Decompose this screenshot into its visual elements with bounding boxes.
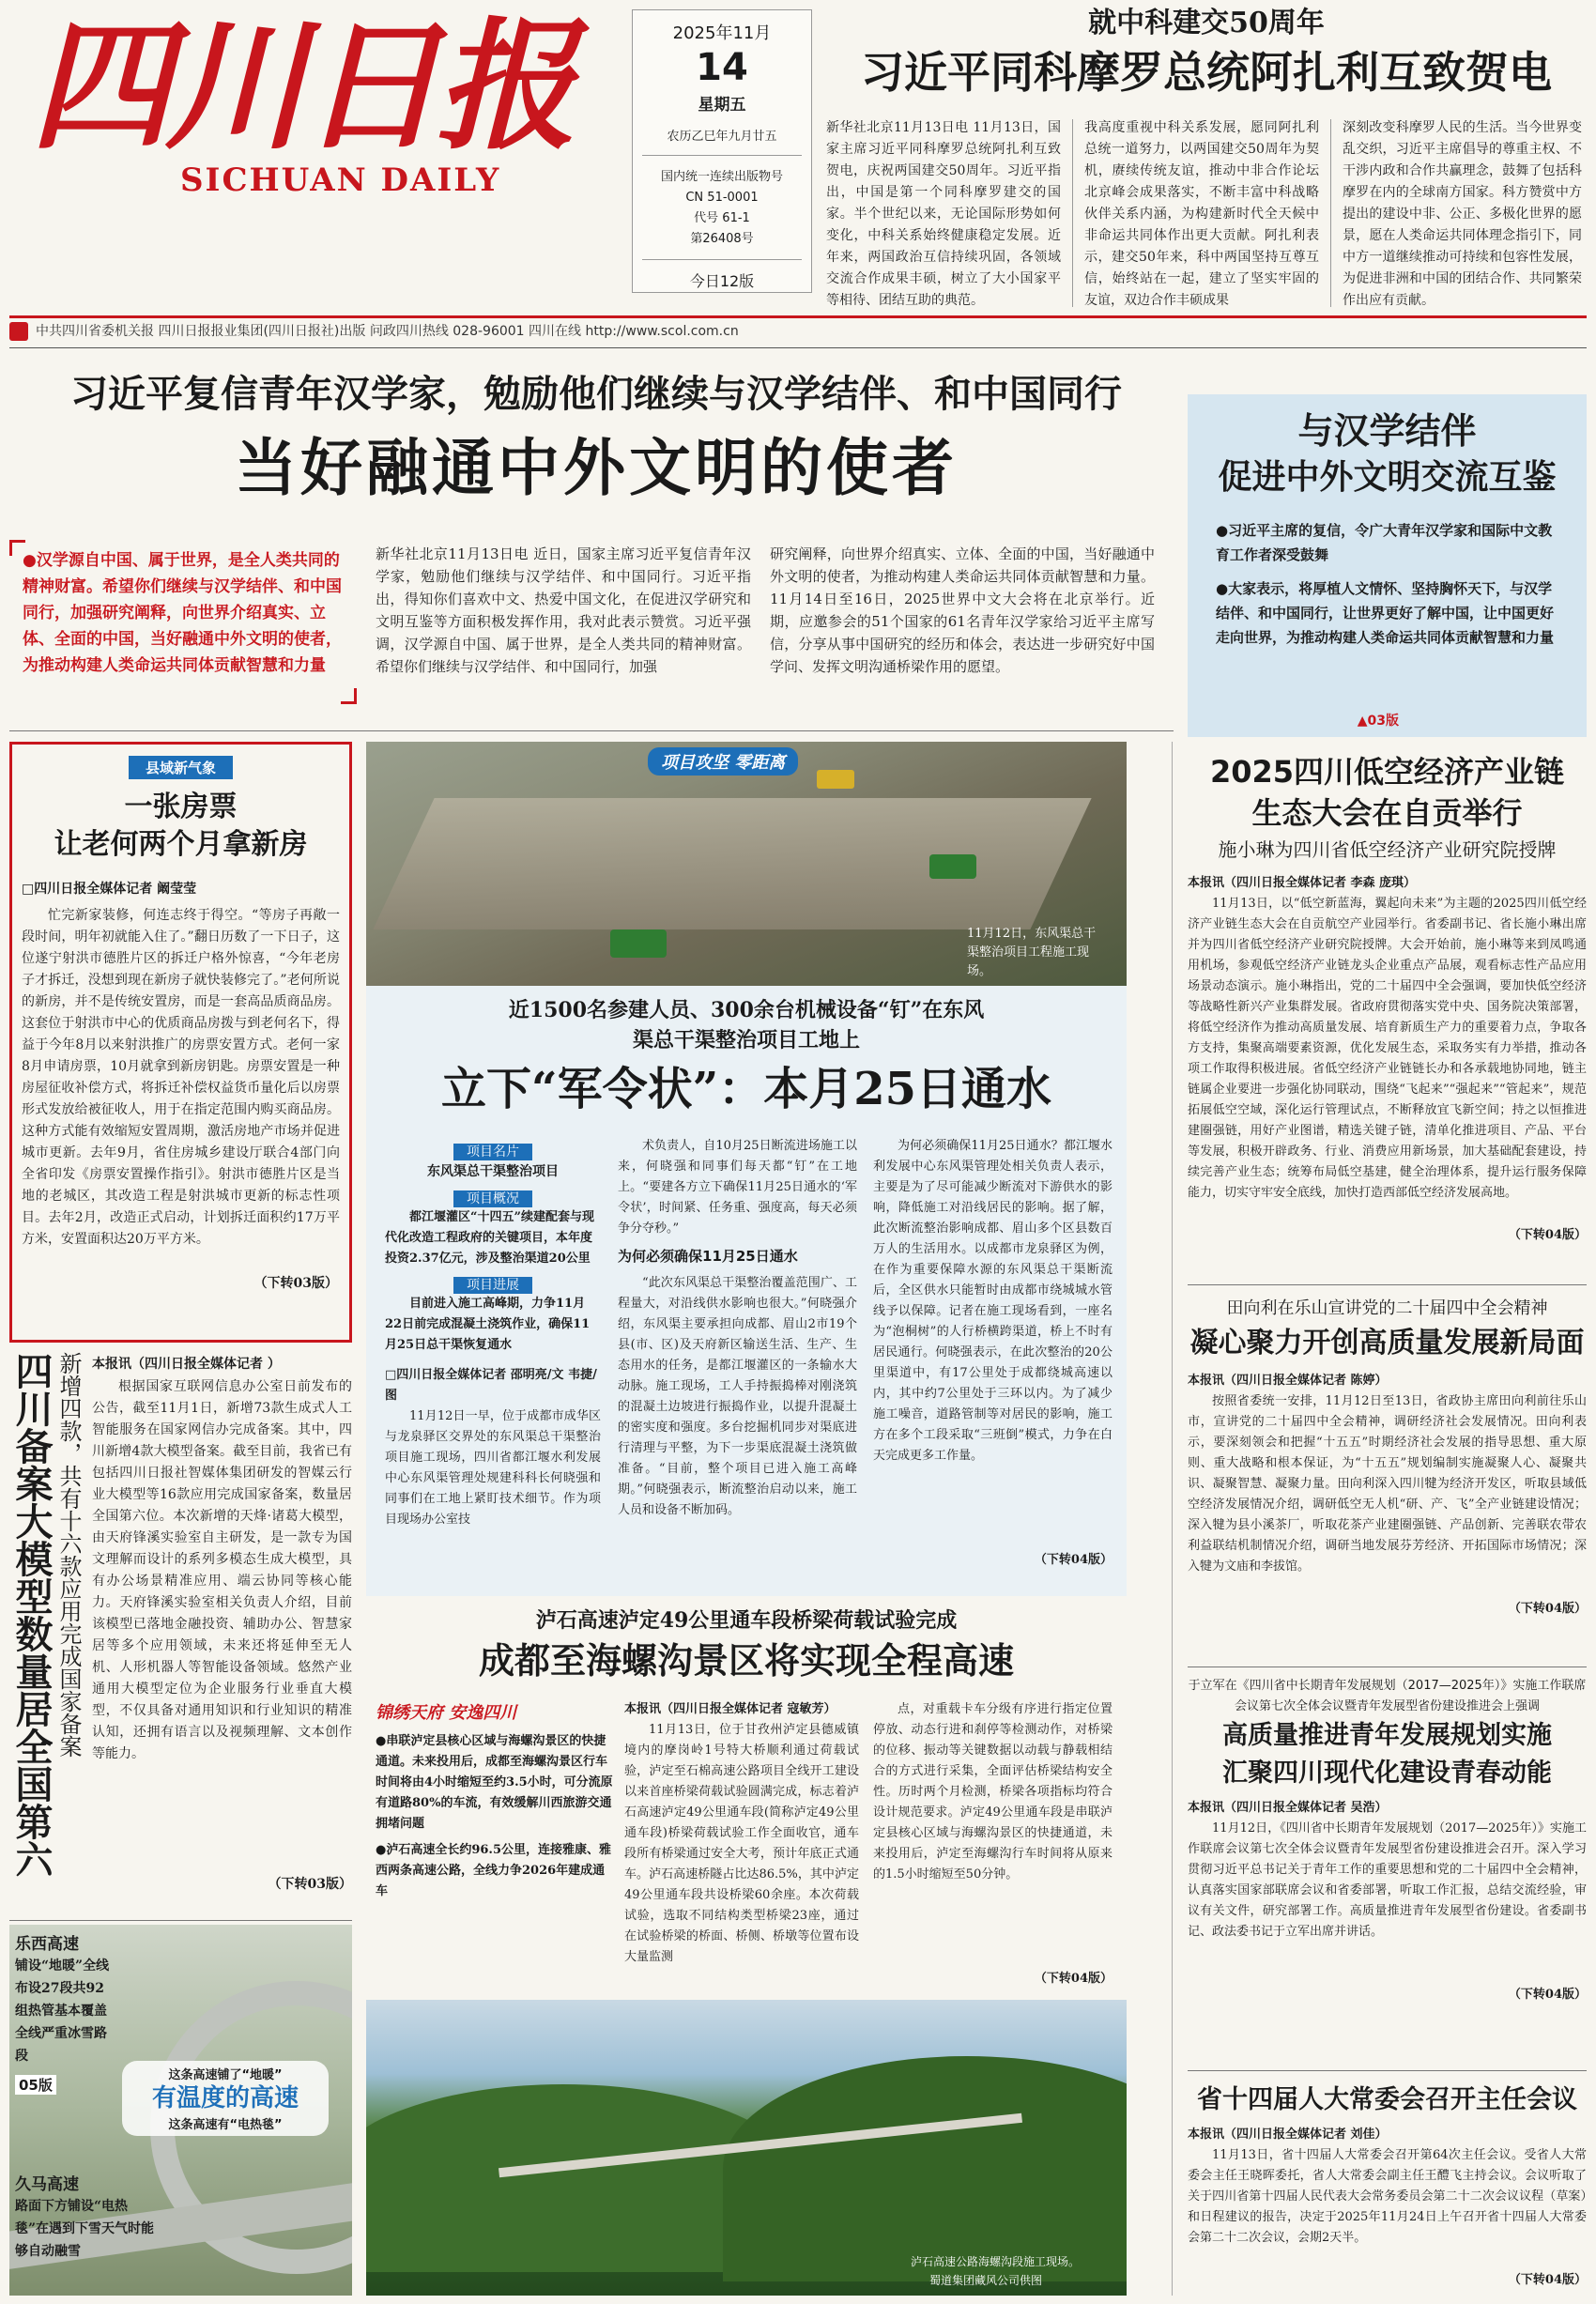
right-box-title2: 促进中外文明交流互鉴 [1218, 458, 1557, 497]
highway-col1: 11月13日，位于甘孜州泸定县德威镇境内的摩岗岭1号特大桥顺利通过荷载试验，泸定至石棉高速公路项目全线开工建设以来首座桥梁荷载试验圆满完成，标志着泸石高速泸定49公里通车段(简称泸定49公里通车段)桥梁荷载试验工作全面收官，通车段所有桥梁通过安全大考，预计年底正式通车。泸石高速桥隧占比达86.5%，其中泸定49公里通车段共设桥梁60余座。本次荷载试验，选取不同结构类型桥梁23座，通过在试验桥梁的桥面、桥侧、桥墩等位置布设大量监测 [624, 1723, 859, 1964]
project-byline: □四川日报全媒体记者 邵明亮/文 韦捷/图 [385, 1368, 597, 1403]
highway-byline: 本报讯（四川日报全媒体记者 寇敏芳） [624, 1702, 836, 1716]
issn-line: CN 51-0001 [685, 191, 759, 205]
bottom-left-feature [9, 1925, 352, 2296]
org-line: 中共四川省委机关报 四川日报报业集团(四川日报社)出版 问政四川热线 028-96001 四川在线 http://www.scol.com.cn [9, 321, 1587, 344]
highway-photo-caption: 泸石高速公路海螺沟段施工现场。 [911, 2255, 1081, 2268]
project-section [366, 742, 1127, 1596]
lowalt-headline2: 生态大会在自贡举行 [1251, 795, 1523, 831]
date-year-month: 2025年11月 [672, 23, 772, 43]
pages-today: 今日12版 [689, 272, 755, 290]
project-label3: 项目进展 [453, 1277, 532, 1294]
npc-story [1188, 2080, 1587, 2296]
banner2: 有温度的高速 [151, 2084, 299, 2112]
mountain-bridge-photo [366, 2000, 1127, 2296]
county-byline: □四川日报全媒体记者 阚莹莹 [22, 882, 197, 897]
project-label2: 项目概况 [453, 1190, 532, 1207]
tian-body: 按照省委统一安排，11月12日至13日，省政协主席田向利前往乐山市，宣讲党的二十届四中全会精神，调研经济社会发展情况。田向利表示，要深刻领会和把握“十五五”时期经济社会发展的指导思想、重大原则、重大战略和根本保证，为“十五五”规划编制实施凝聚人心、凝聚共识、凝聚智慧、凝聚力量。田向利深入四川犍为经济开发区，听取县域低空经济发展情况介绍，调研低空无人机“研、产、飞”全产业链建设情况；深入犍为县小溪茶厂，听取花茶产业建圈强链、产品创新、完善联农带农利益联结机制情况介绍，调研当地发展芬芳经济、开拓国际市场情况；深入犍为文庙和李拔馆。 [1188, 1394, 1587, 1574]
youth-headline2: 汇聚四川现代化建设青春动能 [1222, 1759, 1552, 1788]
lowalt-subtitle: 施小琳为四川省低空经济产业研究院授牌 [1218, 838, 1557, 861]
project-more[interactable]: （下转04版） [1034, 1553, 1113, 1567]
top-story-kicker: 就中科建交50周年 [1088, 7, 1325, 39]
lead-subtitle: 习近平复信青年汉学家，勉励他们继续与汉学结伴、和中国同行 [70, 372, 1122, 416]
date-day: 14 [696, 46, 748, 89]
right-box-title1: 与汉学结伴 [1297, 410, 1477, 452]
lowalt-more[interactable]: （下转04版） [1508, 1228, 1587, 1242]
ai-byline: 本报讯（四川日报全媒体记者 ） [92, 1357, 281, 1372]
youth-headline1: 高质量推进青年发展规划实施 [1222, 1721, 1552, 1750]
project-photo-caption: 11月12日，东风渠总干渠整治项目工程施工现场。 [967, 927, 1097, 978]
issn-line: 国内统一连续出版物号 [660, 170, 783, 184]
top-story-col3: 深刻改变科摩罗人民的生活。当今世界变乱交织，习近平主席倡导的尊重主权、不干涉内政和合作共赢理念，鼓舞了包括科摩罗在内的全球南方国家。科方赞赏中方提出的建设中非、公正、多极化世界的愿景，愿在人类命运共同体理念指引下，同中方一道继续推动可持续和包容性发展，为促进非洲和中国的团结合作、共同繁荣作出应有贡献。 [1343, 120, 1582, 308]
top-story-col1: 新华社北京11月13日电 11月13日，国家主席习近平同科摩罗总统阿扎利互致贺电，庆祝两国建交50周年。习近平指出，中国是第一个同科摩罗建交的国家。半个世纪以来，无论国际形势如何变化，中科关系始终健康稳定发展。近年来，两国政治互信持续巩固，各领域交流合作成果丰硕，树立了大小国家平等相待、团结互助的典范。 [826, 120, 1061, 308]
highway-col2: 点，对重载卡车分级有序进行指定位置停放、动态行进和刹停等检测动作，对桥梁的位移、振动等关键数据以动载与静载相结合的方式进行采集，全面评估桥梁结构安全性。历时两个月检测，桥梁各项指标均符合设计规范要求。泸定49公里通车段是串联泸定县核心区域与海螺沟景区的快捷通道，未来投用后，泸定至海螺沟行车时间将从原来的1.5小时缩短至50分钟。 [873, 1702, 1113, 1882]
lead-col2: 研究阐释，向世界介绍真实、立体、全面的中国，当好融通中外文明的使者，为推动构建人类命运共同体贡献智慧和力量。11月14日至16日，2025世界中文大会将在北京举行。近期，应邀参会的51个国家的61名青年汉学家给习近平主席写信，分享从事中国研究的经历和体会，表达进一步研究好中国学问、发挥文明沟通桥梁作用的愿望。 [770, 545, 1155, 675]
project-badge: 项目攻坚 零距离 [648, 747, 798, 776]
county-story-box [9, 742, 352, 1343]
project-card2: 都江堰灌区“十四五”续建配套与现代化改造工程政府的关键项目，本年度投资2.37亿元，涉及整治渠道20公里 [385, 1210, 594, 1266]
lowalt-body: 11月13日，以“低空新蓝海，翼起向未来”为主题的2025四川低空经济产业链生态大会在自贡航空产业园举行。省委副书记、省长施小琳出席并为四川省低空经济产业研究院授牌。大会开始前，施小琳等来到凤鸣通用机场，参观低空经济产业链龙头企业重点产品展，观看标志性产品应用场景动态演示。施小琳指出，党的二十届四中全会强调，要加快低空经济等战略性新兴产业集群发展。省政府贯彻落实党中央、国务院决策部署，将低空经济作为推动高质量发展、培育新质生产力的重要着力点，争取各方支持，集聚高端要素资源，优化发展生态，采取务实有力举措，推动各项工作取得积极进展。省低空经济产业链链长办和各承载地协同地，链主链属企业要进一步强化协同联动，围绕“飞起来”“强起来”“管起来”，规范拓展低空空域，深化运行管理试点，不断释放宜飞新空间；持之以恒推进建圈强链，用好产业图谱，精选关键子链，清单化推进项目、产品、平台等发展，积极开辟政务、行业、消费应用新场景，加大基础配套建设，持续完善产业生态；统筹布局低空基建，健全治理体系，提升运行服务保障能力，切实守牢安全底线，加快打造西部低空经济发展高地。 [1188, 897, 1587, 1200]
masthead-logo [21, 4, 622, 199]
page-05-label[interactable]: 05版 [15, 2075, 56, 2095]
right-box-page-ref[interactable]: ▲03版 [1357, 714, 1399, 729]
right-box-point2: ●大家表示，将厚植人文情怀、坚持胸怀天下，与汉学结伴、和中国同行，让世界更好了解中国，让中国更好走向世界，为推动构建人类命运共同体贡献智慧和力量 [1216, 580, 1555, 646]
project-card3: 目前进入施工高峰期，力争11月22日前完成混凝土浇筑作业，确保11月25日总干渠恢复通水 [385, 1297, 591, 1352]
tian-headline: 凝心聚力开创高质量发展新局面 [1189, 1327, 1585, 1359]
ai-title: 四川备案大模型数量居全国第六 [9, 1352, 54, 1878]
tian-more[interactable]: （下转04版） [1508, 1602, 1587, 1616]
project-card1: 东风渠总干渠整治项目 [427, 1164, 559, 1179]
project-col3: 为何必须确保11月25日通水？都江堰水利发展中心东风渠管理处相关负责人表示，主要是为了尽可能减少断流对下游供水的影响，降低施工对沿线居民的影响。据了解，此次断流整治影响成都、眉山多个区县数百万人的生活用水。以成都市龙泉驿区为例，在作为重要保障水源的东风渠总干渠断流后，全区供水只能暂时由成都市绕城城水管线予以保障。记者在施工现场看到，一座名为“泡桐树”的人行桥横跨渠道，桥上不时有居民通行。何晓强表示，在此次整治的20公里渠道中，有17公里处于成都绕城高速以内，其中约7公里处于三环以内。为了减少施工噪音，道路管制等对居民的影响，施工方在多个工段采取“三班倒”模式，力争在白天完成更多工作量。 [873, 1139, 1113, 1463]
npc-body: 11月13日，省十四届人大常委会召开第64次主任会议。受省人大常委会主任王晓晖委托，省人大常委会副主任王醴飞主持会议。会议听取了关于四川省第十四届人民代表大会常务委员会第二十二次会议议程（草案）和日程建议的报告，决定于2025年11月24日上午召开省十四届人大常委会第二十二次会议，会期2天半。 [1188, 2148, 1587, 2245]
item1-title: 乐西高速 [15, 1935, 79, 1954]
highway-column-logo: 锦绣天府 安逸四川 [376, 1703, 517, 1723]
highway-point2: ●泸石高速全长约96.5公里，连接雅康、雅西两条高速公路，全线力争2026年建成通车 [376, 1843, 612, 1898]
highway-headline: 成都至海螺沟景区将实现全程高速 [478, 1639, 1014, 1682]
ai-body: 根据国家互联网信息办公室日前发布的公告，截至11月1日，新增73款生成式人工智能服务在国家网信办完成备案。其中，四川新增4款大模型备案。截至目前，我省已有包括四川日报社智媒体集团研发的智媒云行业大模型等16款应用完成国家备案，数量居全国第六位。本次新增的天烽·诸葛大模型，由天府锋溪实验室自主研发，是一款专为国文理解而设计的系列多模态生成大模型，具有办公场景精准应用、端云协同等核心能力。天府锋溪实验室相关负责人介绍，目前该模型已落地金融投资、辅助办公、智慧家居等多个应用领域，未来还将延伸至无人机、人形机器人等智能设备领域。悠然产业通用大模型定位为企业服务行业垂直大模型，不仅具备对通用知识和行业知识的精准认知，还拥有语言以及视频理解、文本创作等能力。 [92, 1379, 352, 1761]
project-subhead: 为何必须确保11月25日通水 [618, 1248, 798, 1265]
group-logo-icon [9, 322, 28, 341]
youth-more[interactable]: （下转04版） [1508, 1988, 1587, 2002]
top-story-headline: 习近平同科摩罗总统阿扎利互致贺电 [861, 47, 1552, 98]
tian-story [1188, 1296, 1587, 1662]
item1-text: 铺设“地暖”全线布设27段共92组热管基本覆盖全线严重冰雪路段 [15, 1958, 110, 2064]
npc-more[interactable]: （下转04版） [1508, 2273, 1587, 2287]
issn-line: 代号 61-1 [694, 211, 750, 225]
lead-col1: 新华社北京11月13日电 近日，国家主席习近平复信青年汉学家，勉励他们继续与汉学结伴、和中国同行。习近平指出，得知你们喜欢中文、热爱中国文化，在促进汉学研究和文明互鉴等方面积极发挥作用，我对此表示赞赏。习近平强调，汉学源自中国、属于世界，是全人类共同的精神财富。希望你们继续与汉学结伴、和中国同行，加强 [376, 545, 751, 675]
banner1: 这条高速铺了“地暖” [168, 2068, 283, 2082]
lead-summary-text: ●汉学源自中国、属于世界，是全人类共同的精神财富。希望你们继续与汉学结伴、和中国同行，加强研究阐释，向世界介绍真实、立体、全面的中国，当好融通中外文明的使者，为推动构建人类命运共同体贡献智慧和力量 [23, 551, 342, 675]
highway-photo-credit: 蜀道集团藏风公司供图 [929, 2274, 1043, 2287]
masthead-name-en: SICHUAN DAILY [180, 161, 501, 199]
project-col2: 术负责人，自10月25日断流进场施工以来，何晓强和同事们每天都“钉”在工地上。“要建各方立下确保11月25日通水的‘军令状’，时间紧、任务重、强度高，每天必须争分夺秒。” [618, 1139, 857, 1236]
lead-headline: 当好融通中外文明的使者 [235, 431, 958, 504]
lead-summary [9, 540, 357, 704]
county-title1: 一张房票 [124, 791, 238, 823]
county-more[interactable]: （下转03版） [253, 1276, 338, 1291]
ai-story [92, 1352, 352, 1915]
item2-text: 路面下方铺设“电热毯”在遇到下雪天气时能够自动融雪 [15, 2199, 155, 2259]
project-col1: 11月12日一早，位于成都市成华区与龙泉驿区交界处的东风渠总干渠整治项目施工现场，四川省都江堰水利发展中心东风渠管理处规建科科长何晓强和同事们在工地上紧盯技术细节。作为项目现场办公室技 [385, 1409, 601, 1527]
youth-kicker: 于立军在《四川省中长期青年发展规划（2017—2025年）》实施工作联席会议第七次全体会议暨青年发展型省份建设推进会上强调 [1188, 1679, 1587, 1713]
project-headline: 立下“军令状”：本月25日通水 [440, 1063, 1052, 1115]
youth-body: 11月12日，《四川省中长期青年发展规划（2017—2025年）》实施工作联席会议第七次全体会议暨青年发展型省份建设推进会召开。深入学习贯彻习近平总书记关于青年工作的重要思想和党的二十届四中全会精神，认真落实国家部联席会议和省委部署，听取工作汇报，总结交流经验，审议有关文件，研究部署工作。高质量推进青年发展型省份建设。省委副书记、政法委书记于立军出席并讲话。 [1188, 1821, 1587, 1939]
tian-kicker: 田向利在乐山宣讲党的二十届四中全会精神 [1226, 1298, 1548, 1318]
top-story-col2: 我高度重视中科关系发展，愿同阿扎利总统一道努力，以两国建交50周年为契机，赓续传统友谊，推动中非合作论坛北京峰会成果落实，不断丰富中科战略伙伴关系内涵，为构建新时代全天候中非命运共同体作出更大贡献。阿扎利表示，建交50年来，科中两国坚持互尊互信，始终站在一起，建立了坚实牢固的友谊，双边合作丰硕成果 [1084, 120, 1319, 308]
issn-line: 第26408号 [690, 232, 754, 246]
date-box [632, 9, 812, 293]
date-weekday: 星期五 [698, 96, 746, 115]
npc-byline: 本报讯（四川日报全媒体记者 刘佳） [1188, 2127, 1388, 2142]
highway-more[interactable]: （下转04版） [1034, 1972, 1113, 1986]
project-kicker: 近1500名参建人员、300余台机械设备“钉”在东风渠总干渠整治项目工地上 [508, 998, 985, 1052]
tian-byline: 本报讯（四川日报全媒体记者 陈婷） [1188, 1374, 1388, 1388]
youth-byline: 本报讯（四川日报全媒体记者 吴浩） [1188, 1801, 1388, 1815]
county-body: 忙完新家装修，何连志终于得空。“等房子再敞一段时间，明年初就能入住了。”翻日历数了一下日子，这位遂宁射洪市德胜片区的拆迁户格外惊喜，“今年老房子才拆迁，没想到现在新房子就快装修完了。”老何所说的新房，并不是传统安置房，而是一套高品质商品房。这套位于射洪市中心的优质商品房拨与到老何名下，得益于今年8月以来射洪推广的房票安置方式。老何一家8月申请房票，10月就拿到新房钥匙。房票安置是一种房屋征收补偿方式，将拆迁补偿权益货币量化后以房票形式发放给被征收人，用于在指定范围内购买商品房。这种方式能有效缩短安置周期，激活房地产市场并促进城市更新。去年9月，省住房城乡建设厅联合4部门向全省印发《房票安置操作指引》。射洪市德胜片区是当地的老城区，其改造工程是射洪城市更新的标志性项目。去年2月，改造正式启动，计划拆迁面积约17万平方米，安置面积达20万平方米。 [22, 908, 340, 1247]
lowalt-byline: 本报讯（四川日报全媒体记者 李森 庞琪） [1188, 876, 1417, 890]
npc-headline: 省十四届人大常委会召开主任会议 [1197, 2085, 1577, 2114]
youth-story [1188, 1676, 1587, 2061]
highway-point1: ●串联泸定县核心区域与海螺沟景区的快捷通道。未来投用后，成都至海螺沟景区行车时间将由4小时缩短至约3.5小时，可分流原有道路80%的车流，有效缓解川西旅游交通拥堵问题 [376, 1734, 613, 1831]
highway-section [366, 1605, 1127, 2296]
item2-title: 久马高速 [15, 2175, 79, 2194]
date-lunar: 农历乙巳年九月廿五 [667, 130, 777, 144]
right-box-point1: ●习近平主席的复信，令广大青年汉学家和国际中文教育工作者深受鼓舞 [1216, 522, 1553, 563]
ai-subtitle: 新增四款，共有十六款应用完成国家备案 [55, 1352, 82, 1758]
banner3: 这条高速有“电热毯” [168, 2118, 283, 2132]
county-tag: 县域新气象 [129, 756, 233, 779]
highway-kicker: 泸石高速泸定49公里通车段桥梁荷载试验完成 [535, 1608, 958, 1633]
ai-more[interactable]: （下转03版） [268, 1877, 352, 1892]
masthead-name-cn: 四川日报 [30, 4, 572, 169]
lowalt-story [1188, 751, 1587, 1277]
project-label1: 项目名片 [453, 1144, 532, 1160]
top-story [826, 5, 1587, 315]
lowalt-headline1: 2025四川低空经济产业链 [1209, 754, 1565, 790]
project-col2b: “此次东风渠总干渠整治覆盖范围广、工程量大，对沿线供水影响也很大。”何晓强介绍，东风渠主要承担向成都、眉山2市19个县(市、区)及天府新区输送生活、生产、生态用水的任务，是都江堰灌区的一条输水大动脉。施工现场，工人手持振捣棒对刚浇筑的混凝土边坡进行振捣作业，以提升混凝土的密实度和强度。多台挖掘机同步对渠底进行清理与平整，为下一步渠底混凝土浇筑做准备。“目前，整个项目已进入施工高峰期。”何晓强表示，断流整治启动以来，施工人员和设备不断加码。 [618, 1276, 857, 1517]
right-feature-box [1188, 394, 1587, 737]
county-title2: 让老何两个月拿新房 [54, 828, 308, 861]
